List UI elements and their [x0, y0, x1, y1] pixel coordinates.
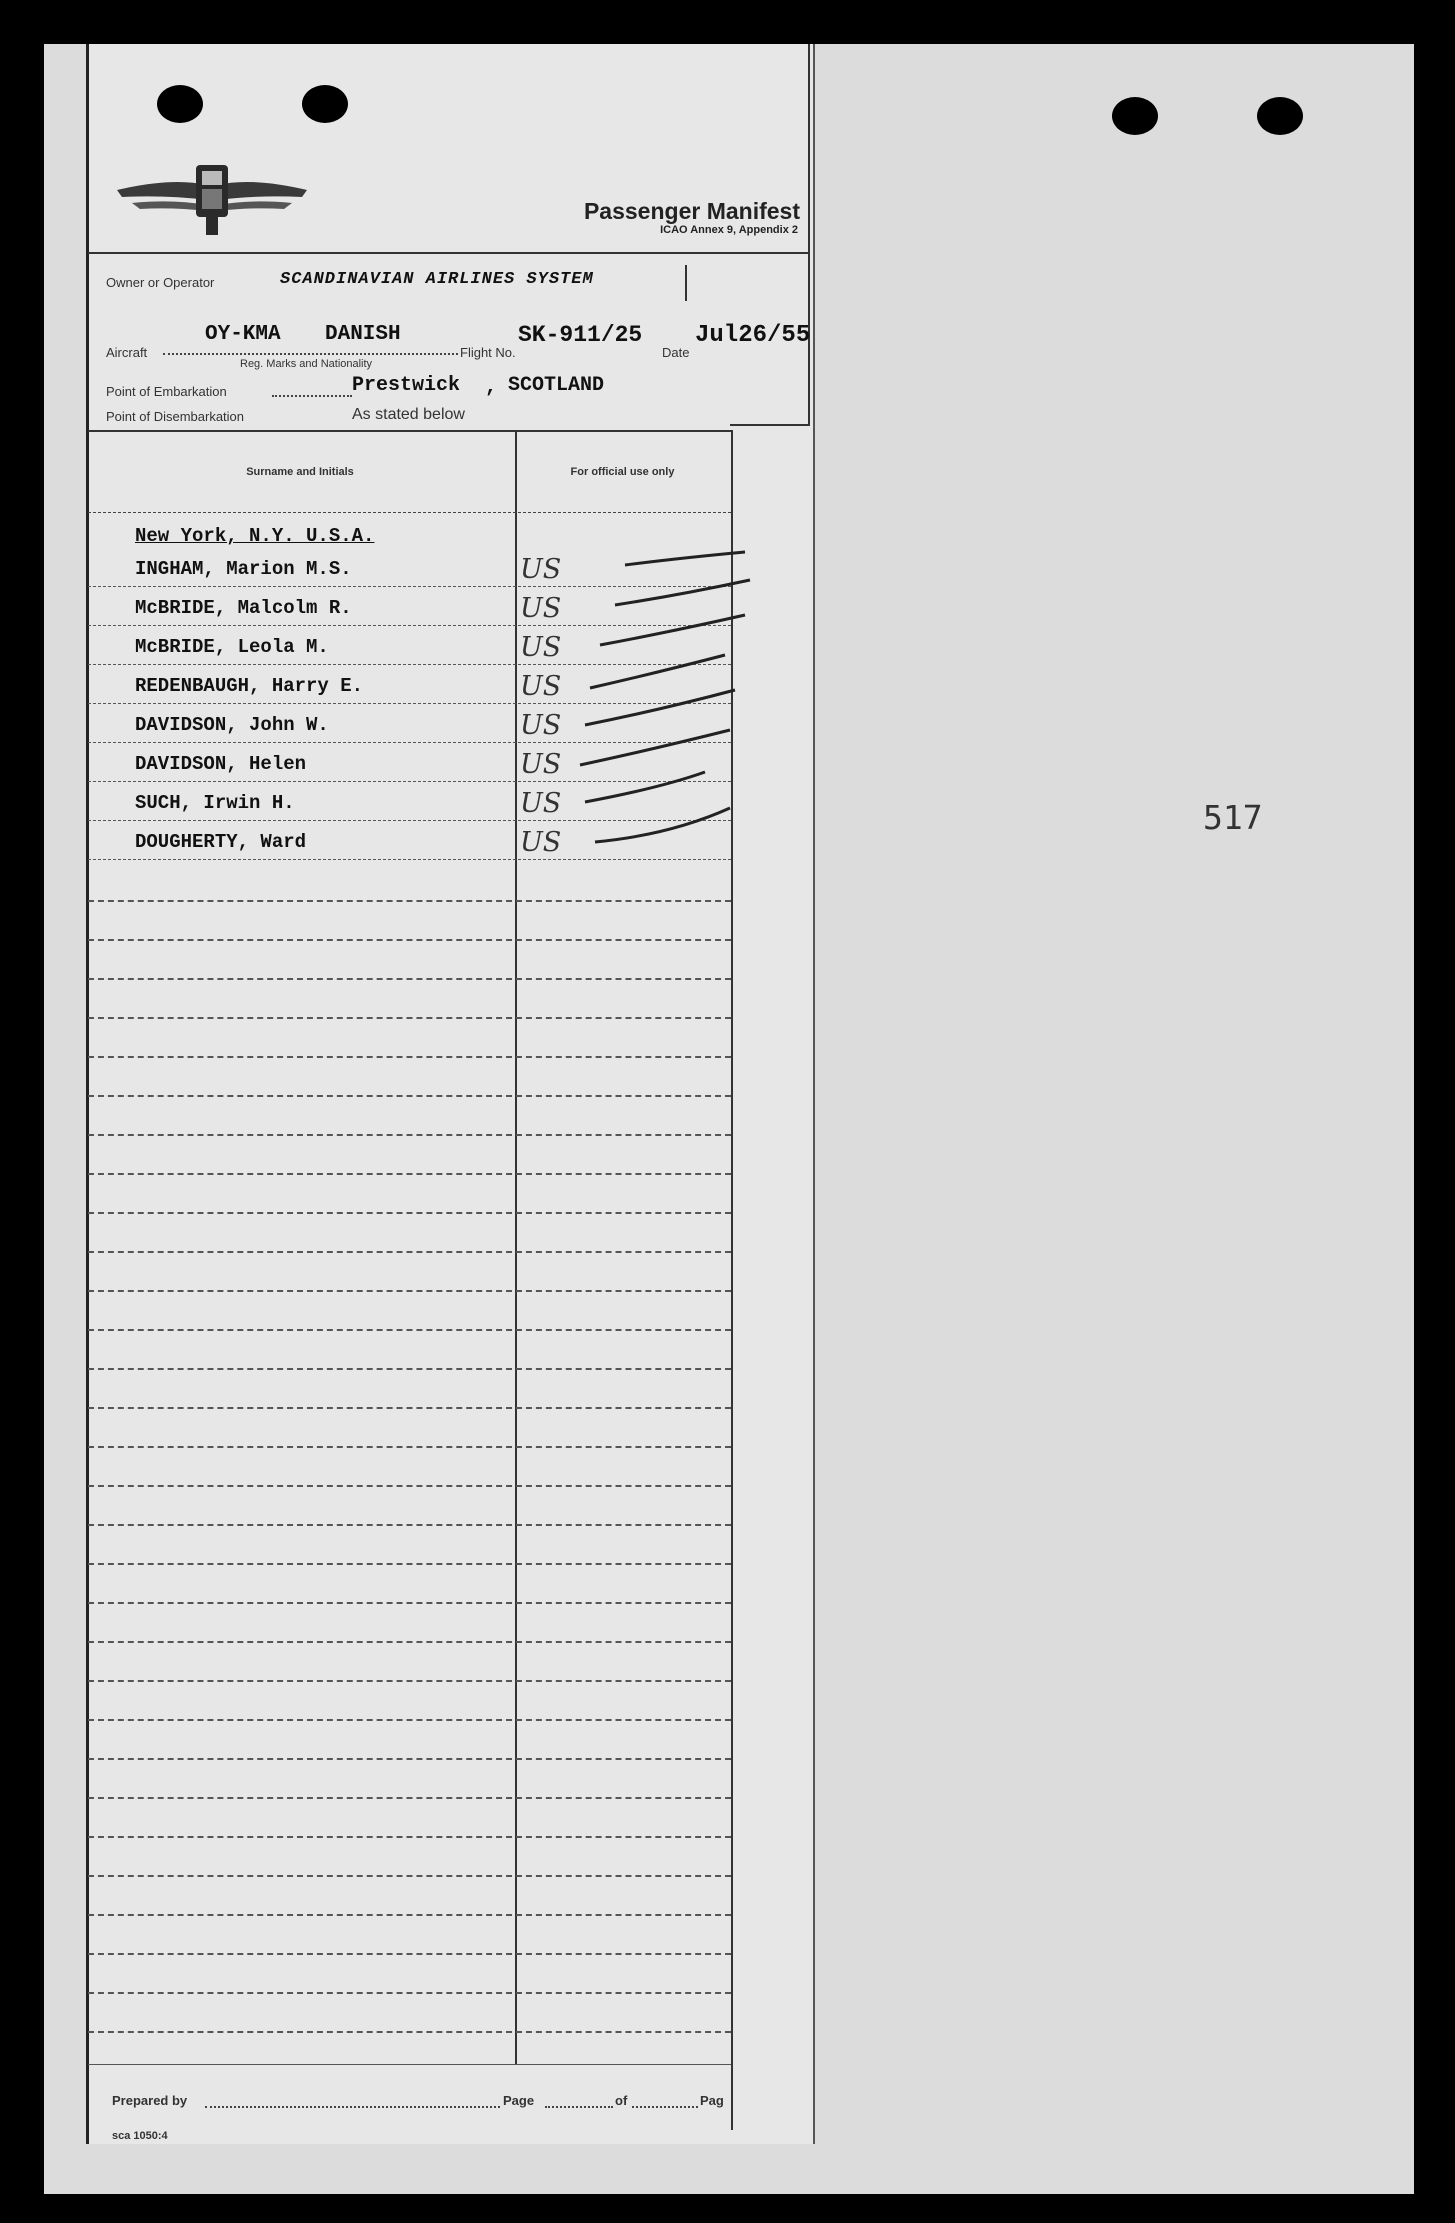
blank-rule	[88, 1875, 731, 1877]
passenger-name: DAVIDSON, John W.	[135, 714, 329, 736]
blank-rule	[88, 1446, 731, 1448]
manifest-form	[86, 44, 815, 2144]
column-header-name: Surname and Initials	[246, 466, 354, 478]
blank-rule	[88, 1056, 731, 1058]
flight-label: Flight No.	[460, 345, 516, 360]
nationality-mark: US	[520, 827, 562, 858]
passenger-name: SUCH, Irwin H.	[135, 792, 295, 814]
passenger-name: DOUGHERTY, Ward	[135, 831, 307, 853]
destination-heading: New York, N.Y. U.S.A.	[135, 525, 375, 547]
aircraft-nationality: DANISH	[325, 323, 401, 346]
table-top	[88, 430, 733, 432]
blank-rule	[88, 1602, 731, 1604]
blank-rule	[88, 1836, 731, 1838]
blank-rule	[88, 900, 731, 902]
form-subtitle: ICAO Annex 9, Appendix 2	[660, 224, 798, 236]
form-title: Passenger Manifest	[583, 198, 800, 224]
column-header-official: For official use only	[570, 466, 675, 478]
blank-rule	[88, 1524, 731, 1526]
nationality-mark: US	[520, 710, 562, 741]
blank-rule	[88, 1953, 731, 1955]
operator-tick	[685, 265, 687, 301]
table-bottom	[88, 2064, 731, 2065]
pages-label: Pag	[700, 2093, 724, 2108]
header-box-bottom	[730, 424, 810, 426]
header-box-right	[808, 44, 810, 426]
header-row-bottom	[88, 512, 731, 513]
blank-rule	[88, 1719, 731, 1721]
form-code: sca 1050:4	[112, 2130, 168, 2142]
passenger-name: McBRIDE, Leola M.	[135, 636, 329, 658]
of-label: of	[615, 2093, 628, 2108]
operator-value: SCANDINAVIAN AIRLINES SYSTEM	[280, 270, 594, 289]
aircraft-dotline	[163, 353, 458, 355]
blank-rule	[88, 1212, 731, 1214]
blank-rule	[88, 1992, 731, 1994]
punch-hole	[302, 85, 348, 123]
blank-rule	[88, 1173, 731, 1175]
embark-label: Point of Embarkation	[106, 384, 227, 399]
nationality-mark: US	[520, 671, 562, 702]
embark-country: SCOTLAND	[508, 374, 605, 397]
disembark-value: As stated below	[352, 406, 465, 423]
blank-rule	[88, 1095, 731, 1097]
blank-rule	[88, 2031, 731, 2033]
blank-rule	[88, 1251, 731, 1253]
blank-rule	[88, 1641, 731, 1643]
date-value: Jul26/55	[695, 322, 811, 349]
nationality-mark: US	[520, 554, 562, 585]
blank-rule	[88, 1797, 731, 1799]
embark-city: Prestwick	[352, 374, 461, 397]
blank-rule	[88, 1290, 731, 1292]
reg-caption: Reg. Marks and Nationality	[240, 358, 373, 370]
blank-rule	[88, 1563, 731, 1565]
aircraft-label: Aircraft	[106, 345, 148, 360]
blank-rule	[88, 1680, 731, 1682]
blank-rule	[88, 1407, 731, 1409]
nationality-mark: US	[520, 749, 562, 780]
official-checkmarks	[560, 540, 760, 870]
blank-rule	[88, 1758, 731, 1760]
flight-value: SK-911/25	[518, 322, 643, 348]
blank-rule	[88, 1134, 731, 1136]
page-label: Page	[503, 2093, 535, 2108]
nationality-mark: US	[520, 788, 562, 819]
page-dotline	[545, 2106, 613, 2108]
disembark-label: Point of Disembarkation	[106, 409, 245, 424]
nationality-mark: US	[520, 593, 562, 624]
nationality-mark: US	[520, 632, 562, 663]
blank-rule	[88, 978, 731, 980]
date-label: Date	[662, 345, 690, 360]
stamped-page-number: 517	[1203, 798, 1263, 837]
blank-rule	[88, 1368, 731, 1370]
blank-rule	[88, 1914, 731, 1916]
blank-rule	[88, 1017, 731, 1019]
header-divider	[88, 252, 810, 254]
passenger-name: INGHAM, Marion M.S.	[135, 558, 352, 580]
blank-rule	[88, 1329, 731, 1331]
blank-rule	[88, 1485, 731, 1487]
of-dotline	[632, 2106, 698, 2108]
blank-rule	[88, 939, 731, 941]
prepared-by-dotline	[205, 2106, 500, 2108]
sas-wings-logo	[112, 155, 312, 240]
punch-hole	[157, 85, 203, 123]
embark-separator: ,	[485, 376, 498, 399]
embark-dotline	[272, 395, 352, 397]
punch-hole	[1112, 97, 1158, 135]
passenger-name: McBRIDE, Malcolm R.	[135, 597, 352, 619]
aircraft-reg: OY-KMA	[205, 323, 281, 346]
prepared-by-label: Prepared by	[112, 2093, 188, 2108]
passenger-name: REDENBAUGH, Harry E.	[135, 675, 364, 697]
passenger-name: DAVIDSON, Helen	[135, 753, 307, 775]
operator-label: Owner or Operator	[106, 275, 215, 290]
punch-hole	[1257, 97, 1303, 135]
